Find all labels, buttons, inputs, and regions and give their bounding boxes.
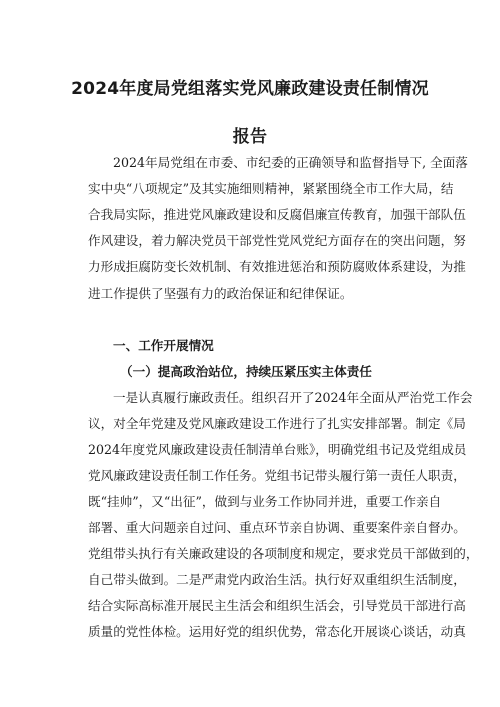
document-title-line2: 报告: [232, 127, 268, 147]
paragraph1-line: 力形成拒腐防变长效机制、有效推进惩治和预防腐败体系建设，为推: [88, 259, 466, 274]
paragraph2-line: 自己带头做到。二是严肃党内政治生活。执行好双重组织生活制度，: [88, 572, 466, 587]
paragraph2-line: 议，对全年党建及党风廉政建设工作进行了扎实安排部署。制定《局: [88, 416, 466, 431]
section-heading: 一、工作开展情况: [113, 338, 214, 353]
paragraph2-line: 质量的党性体检。运用好党的组织优势，常态化开展谈心谈话，动真: [88, 624, 466, 639]
paragraph1-line: 作风建设，着力解决党员干部党性党风党纪方面存在的突出问题，努: [88, 233, 466, 248]
paragraph1-line: 合我局实际，推进党风廉政建设和反腐倡廉宣传教育，加强干部队伍: [88, 207, 466, 222]
paragraph2-line: 既“挂帅”，又“出征”，做到与业务工作协同并进，重要工作亲自: [88, 494, 442, 509]
paragraph2-line: 2024年度党风廉政建设责任制清单台账》，明确党组书记及党组成员: [88, 442, 467, 457]
paragraph1-line: 实中央“八项规定”及其实施细则精神，紧紧围绕全市工作大局，结: [88, 181, 454, 196]
paragraph2-line: 结合实际高标准开展民主生活会和组织生活会，引导党员干部进行高: [88, 598, 466, 613]
paragraph1-line: 2024年局党组在市委、市纪委的正确领导和监督指导下, 全面落: [113, 155, 468, 170]
paragraph2-line: 一是认真履行廉政责任。组织召开了2024年全面从严治党工作会: [113, 390, 473, 405]
paragraph1-line: 进工作提供了坚强有力的政治保证和纪律保证。: [88, 286, 353, 301]
document-title-line1: 2024年度局党组落实党风廉政建设责任制情况: [71, 79, 429, 99]
subsection-heading: （一）提高政治站位，持续压紧压实主体责任: [120, 364, 372, 379]
paragraph2-line: 党风廉政建设责任制工作任务。党组书记带头履行第一责任人职责，: [88, 468, 466, 483]
paragraph2-line: 部署、重大问题亲自过问、重点环节亲自协调、重要案件亲自督办。: [88, 520, 466, 535]
paragraph2-line: 党组带头执行有关廉政建设的各项制度和规定，要求党员干部做到的，: [88, 546, 479, 561]
